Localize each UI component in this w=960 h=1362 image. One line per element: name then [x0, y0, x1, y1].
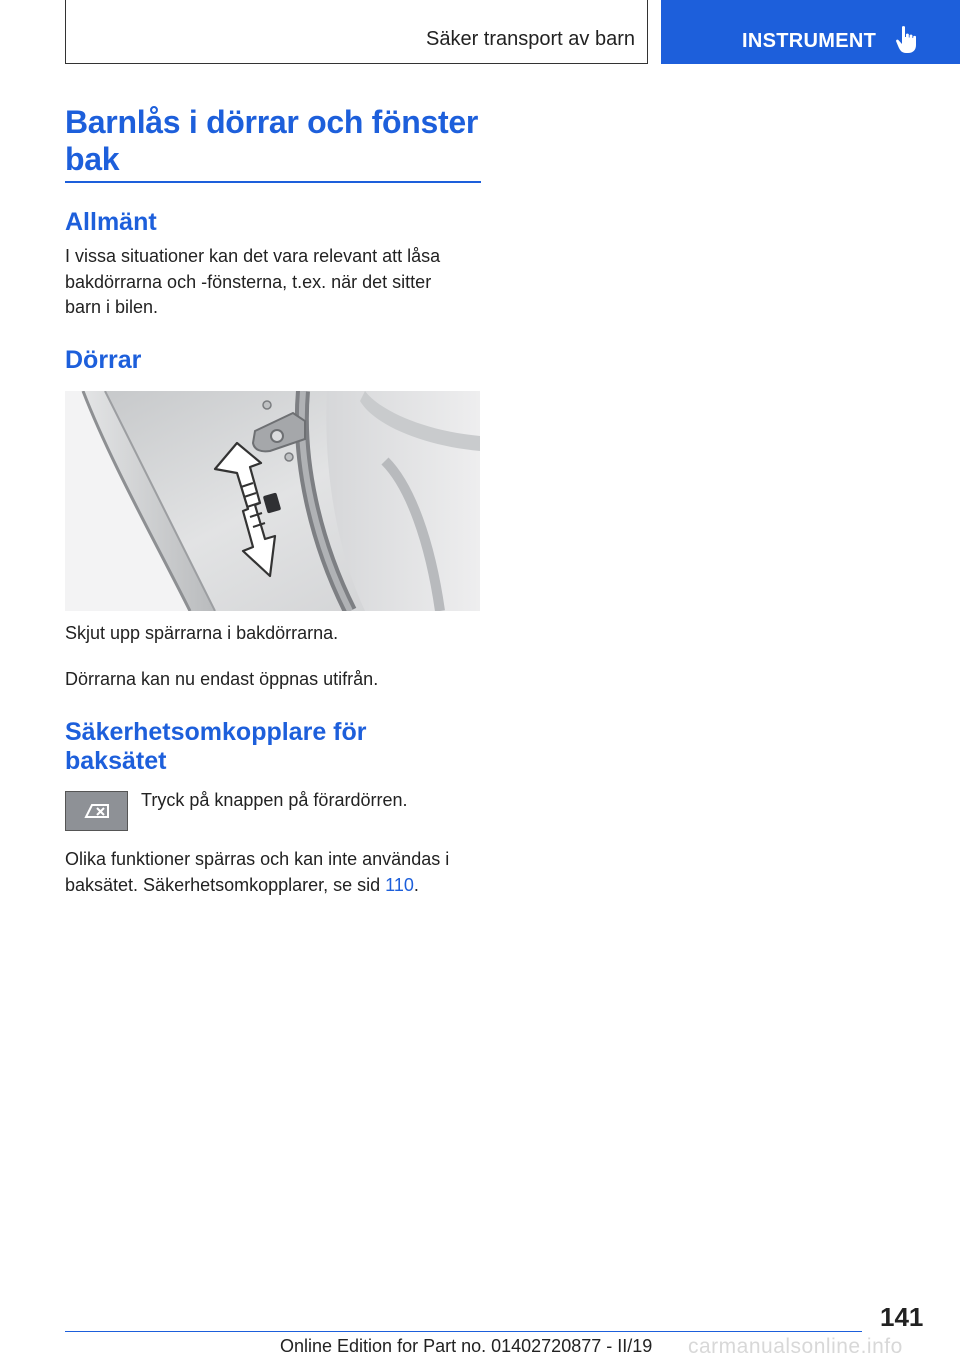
pointing-hand-icon — [895, 25, 919, 55]
switch-line-text: baksätet. Säkerhetsomkopplarer, se sid — [65, 874, 386, 895]
header-chapter-title: INSTRUMENT — [742, 30, 877, 52]
general-line: I vissa situationer kan det vara relevant att låsa — [65, 246, 441, 266]
page-reference-link[interactable]: 110 — [385, 874, 414, 895]
page-title-line: bak — [65, 141, 120, 177]
door-child-lock-photo — [65, 391, 480, 611]
heading-safety-switch-line: Säkerhetsomkopplare för — [65, 718, 367, 746]
switch-line-end: . — [413, 874, 419, 895]
general-paragraph — [65, 244, 485, 321]
page-title — [65, 104, 485, 178]
switch-paragraph — [65, 847, 485, 898]
window-lock-symbol-icon — [66, 792, 127, 830]
title-divider — [65, 181, 481, 183]
heading-doors: Dörrar — [65, 346, 142, 374]
heading-safety-switch-line: baksätet — [65, 747, 167, 775]
watermark: carmanualsonline.info — [688, 1335, 903, 1358]
doors-step2: Dörrarna kan nu endast öppnas utifrån. — [65, 669, 379, 689]
doors-step1: Skjut upp spärrarna i bakdörrarna. — [65, 623, 339, 643]
header-chapter-tab[interactable] — [661, 0, 960, 64]
footer-edition: Online Edition for Part no. 01402720877 - II/19 — [280, 1336, 653, 1356]
heading-safety-switch — [65, 718, 485, 776]
header-section-title: Säker transport av barn — [426, 28, 635, 50]
general-line: bakdörrarna och -fönsterna, t.ex. när det sitter — [65, 271, 432, 292]
heading-general: Allmänt — [65, 208, 157, 236]
page-title-line: Barnlås i dörrar och fönster — [65, 104, 479, 140]
page-number: 141 — [880, 1302, 924, 1332]
general-line: barn i bilen. — [65, 297, 159, 317]
switch-line: Olika funktioner spärras och kan inte användas i — [65, 849, 450, 869]
switch-line — [65, 873, 485, 899]
footer-divider — [65, 1331, 862, 1332]
switch-button-instruction: Tryck på knappen på förardörren. — [141, 790, 408, 810]
window-lock-button-icon — [65, 791, 128, 831]
header-section-box — [65, 0, 648, 64]
